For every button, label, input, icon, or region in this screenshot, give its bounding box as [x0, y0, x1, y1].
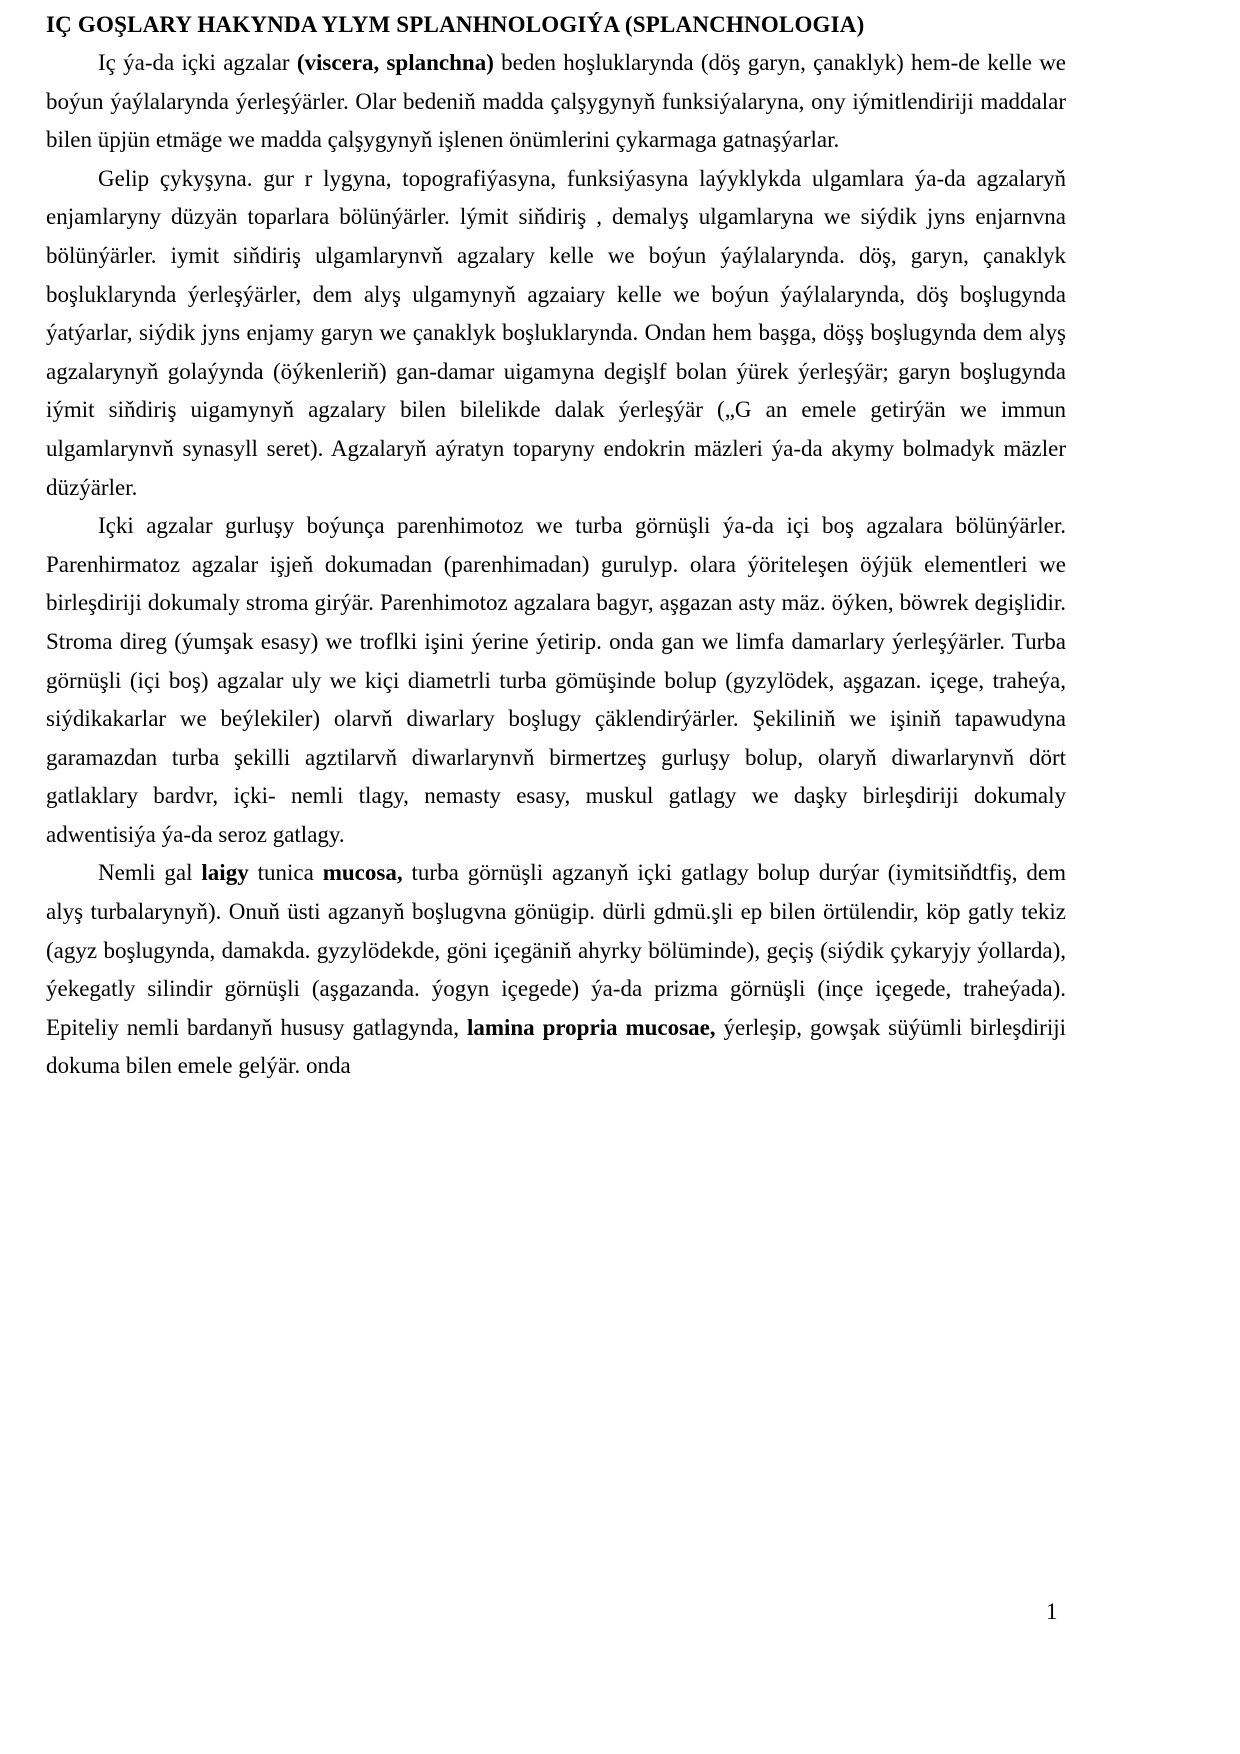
text-run: Içki agzalar gurluşy boýunça parenhimotoz we turba görnüşli ýa-da içi boş agzalara bölünýärler. Parenhirmatoz agzalar işjeň dokumadan (parenhimadan) gurulyp. olara ýöriteleşen öýjük elementleri we birleşdiriji dokumaly stroma girýär. Parenhimotoz agzalara bagyr, aşgazan asty mäz. öýken, böwrek degişlidir. Stroma direg (ýumşak esasy) we troflki işini ýerine ýetirip. onda gan we limfa damarlary ýerleşýärler. Turba görnüşli (içi boş) agzalar uly we kiçi diametrli turba gömüşinde bolup (gyzylödek, aşgazan. içege, traheýa, siýdikakarlar we beýlekiler) olarvň diwarlary boşlugy çäklendirýärler. Şekiliniň we işiniň tapawudyna garamazdan turba şekilli agztilarvň diwarlarynvň birmertzeş gurluşy bolup, olaryň diwarlarynvň dört gatlaklary bardvr, içki- nemli tlagy, nemasty esasy, muskul gatlagy we daşky birleşdiriji dokumaly adwentisiýa ýa-da seroz gatlagy.	[46, 513, 1066, 847]
page-number: 1	[1046, 1599, 1058, 1624]
text-run: tunica	[248, 860, 323, 886]
body-paragraph	[46, 160, 1066, 507]
text-run: turba görnüşli agzanyň içki gatlagy bolup durýar (iymitsiňdtfiş, dem alyş turbalarynyň). Onuň üsti agzanyň boşlugvna gönügip. dürli gdmü.şli ep bilen örtülendir, köp gatly tekiz (agyz boşlugynda, damakda. gyzylödekde, göni içegäniň ahyrky bölüminde), geçiş (siýdik çykaryjy ýollarda), ýekegatly silindir görnüşli (aşgazanda. ýogyn içegede) ýa-da prizma görnüşli (inçe içegede, traheýada). Epiteliy nemli bardanyň hususy gatlagynda,	[46, 860, 1066, 1040]
text-run: Gelip çykyşyna. gur r lygyna, topografiýasyna, funksiýasyna laýyklykda ulgamlara ýa-da agzalaryň enjamlaryny düzyän toparlara bölünýärler. lýmit siňdiriş , demalyş ulgamlaryna we siýdik jyns enjarnvna bölünýärler. iymit siňdiriş ulgamlarynvň agzalary kelle we boýun ýaýlalarynda. döş, garyn, çanaklyk boşluklarynda ýerleşýärler, dem alyş ulgamynyň agzaiary kelle we boýun ýaýlalarynda, döş boşlugynda ýatýarlar, siýdik jyns enjamy garyn we çanaklyk boşluklarynda. Ondan hem başga, döşş boşlugynda dem alyş agzalarynyň golaýynda (öýkenleriň) gan-damar uigamyna degişlf bolan ýürek ýerleşýär; garyn boşlugynda iýmit siňdiriş uigamynyň agzalary bilen bilelikde dalak ýerleşýär („G an emele getirýän we immun ulgamlarynvň synasyll seret). Agzalaryň aýratyn toparyny endokrin mäzleri ýa-da akymy bolmadyk mäzler düzýärler.	[46, 165, 1066, 500]
document-title: IÇ GOŞLARY HAKYNDA YLYM SPLANHNOLOGIÝA (SPLANCHNOLOGIA)	[46, 12, 865, 37]
bold-term: laigy	[201, 860, 249, 886]
text-run: ýerleşip, gowşak süýümli birleşdiriji dokuma bilen emele gelýär. onda	[46, 1014, 1067, 1079]
bold-term: mucosa,	[322, 860, 403, 886]
text-run: Iç ýa-da içki agzalar	[98, 50, 297, 75]
document-page	[46, 6, 1066, 1086]
body-paragraph	[46, 507, 1066, 854]
body-paragraph	[46, 854, 1066, 1086]
body-paragraph	[46, 44, 1066, 160]
bold-term: (viscera, splanchna)	[296, 50, 494, 75]
text-run: beden hoşluklarynda (döş garyn, çanaklyk) hem-de kelle we boýun ýaýlalarynda ýerleşýärler. Olar bedeniň madda çalşygynyň funksiýalaryna, ony iýmitlendiriji maddalar bilen üpjün etmäge we madda çalşygynyň işlenen önümlerini çykarmaga gatnaşýarlar.	[46, 50, 1067, 153]
document-body	[46, 44, 1066, 1086]
bold-term: lamina propria mucosae,	[466, 1014, 716, 1040]
text-run: Nemli gal	[98, 860, 202, 886]
